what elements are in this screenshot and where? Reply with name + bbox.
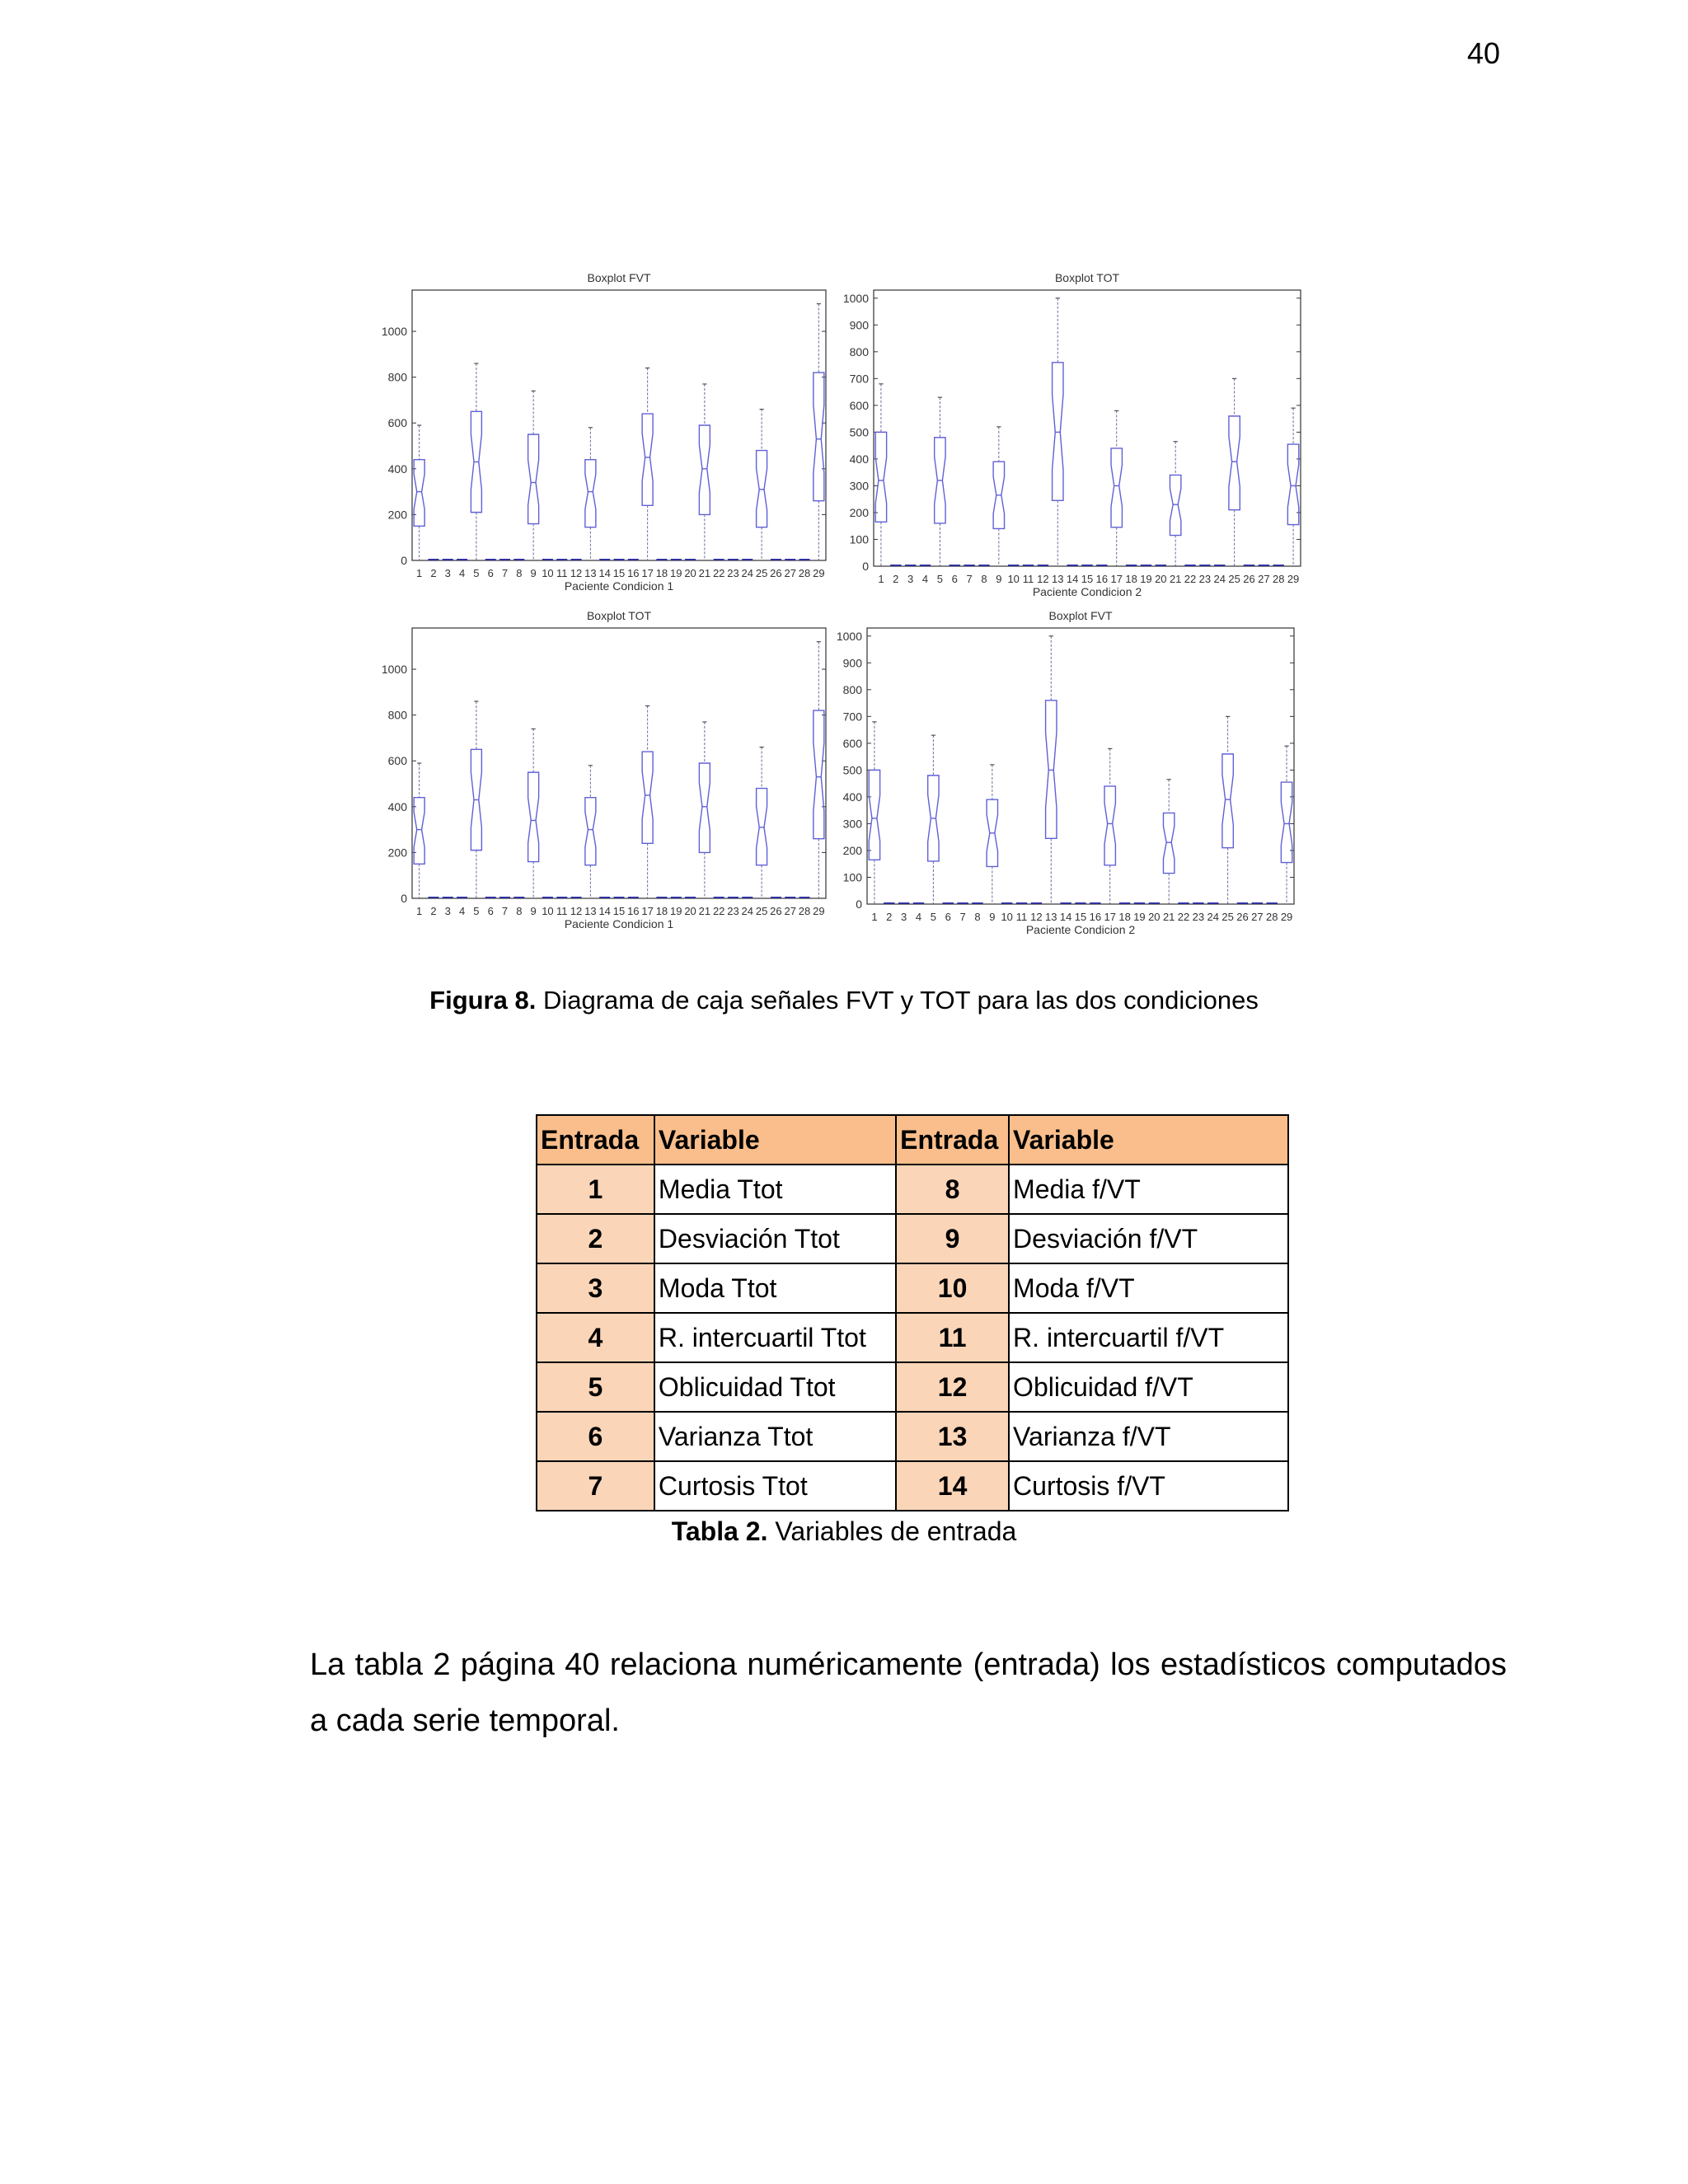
x-tick-label: 14 <box>1059 911 1072 923</box>
notched-box <box>414 798 424 865</box>
x-tick-label: 3 <box>444 905 451 917</box>
x-tick-label: 19 <box>670 567 682 579</box>
chart-title: Boxplot TOT <box>1054 271 1120 284</box>
x-tick-label: 23 <box>1198 573 1212 585</box>
x-tick-label: 14 <box>598 567 611 579</box>
variable-name: Moda f/VT <box>1009 1263 1288 1313</box>
x-tick-label: 17 <box>1110 573 1123 585</box>
boxplot-panel-tot-condicion-2 <box>824 255 1335 614</box>
x-tick-label: 22 <box>1177 911 1190 923</box>
variable-name: Varianza f/VT <box>1009 1412 1288 1461</box>
box-17 <box>642 706 653 898</box>
box-21 <box>1163 780 1174 904</box>
variable-name: Desviación f/VT <box>1009 1214 1288 1263</box>
x-tick-label: 14 <box>598 905 611 917</box>
x-tick-label: 7 <box>501 905 509 917</box>
x-tick-label: 25 <box>755 567 768 579</box>
box-9 <box>987 765 997 904</box>
notched-box <box>528 434 539 523</box>
x-tick-label: 23 <box>727 905 739 917</box>
notched-box <box>1111 448 1122 527</box>
x-axis-label: Paciente Condicion 1 <box>564 579 674 593</box>
x-tick-label: 16 <box>627 567 640 579</box>
x-tick-label: 17 <box>1104 911 1116 923</box>
x-tick-label: 27 <box>784 905 796 917</box>
x-tick-label: 4 <box>458 905 466 917</box>
x-tick-label: 15 <box>1081 573 1094 585</box>
y-tick-label: 1000 <box>381 325 407 339</box>
y-tick-label: 200 <box>387 846 407 860</box>
entry-number: 5 <box>537 1362 654 1412</box>
table-row <box>537 1313 1288 1362</box>
plot-frame <box>867 628 1294 904</box>
x-tick-label: 10 <box>542 905 554 917</box>
entry-number: 6 <box>537 1412 654 1461</box>
x-tick-label: 13 <box>584 905 597 917</box>
x-tick-label: 19 <box>1140 573 1152 585</box>
body-paragraph: La tabla 2 página 40 relaciona numéricamente (entrada) los estadísticos computados a cada serie temporal. <box>310 1647 1507 1738</box>
x-tick-label: 3 <box>901 911 907 923</box>
x-tick-label: 26 <box>1236 911 1249 923</box>
y-tick-label: 900 <box>842 656 862 670</box>
box-17 <box>642 368 653 560</box>
x-tick-label: 18 <box>655 567 668 579</box>
notched-box <box>814 710 824 839</box>
notched-box <box>642 414 653 505</box>
x-tick-label: 19 <box>670 905 682 917</box>
notched-box <box>528 772 539 861</box>
x-tick-label: 15 <box>612 905 626 917</box>
table-row <box>537 1412 1288 1461</box>
page-number: 40 <box>1467 36 1501 70</box>
variable-name: Desviación Ttot <box>654 1214 896 1263</box>
x-tick-label: 16 <box>1095 573 1109 585</box>
x-tick-label: 27 <box>1251 911 1264 923</box>
chart-title: Boxplot FVT <box>587 271 651 284</box>
entry-number: 7 <box>537 1461 654 1511</box>
box-29 <box>814 642 824 898</box>
boxplot-panel-fvt-condicion-1 <box>363 268 841 614</box>
boxplot-fvt-condicion-1-svg <box>363 268 841 614</box>
y-tick-label: 600 <box>387 754 407 768</box>
entry-number: 4 <box>537 1313 654 1362</box>
y-tick-label: 500 <box>842 763 862 777</box>
x-tick-label: 28 <box>1272 573 1285 585</box>
plot-frame <box>412 290 826 560</box>
x-tick-label: 9 <box>530 905 537 917</box>
y-tick-label: 400 <box>387 799 407 813</box>
entry-number: 1 <box>537 1165 654 1214</box>
x-tick-label: 4 <box>915 911 922 923</box>
box-25 <box>757 410 767 560</box>
notched-box <box>699 763 710 852</box>
y-tick-label: 400 <box>387 462 407 476</box>
x-tick-label: 8 <box>516 567 523 579</box>
notched-box <box>1053 363 1063 501</box>
box-17 <box>1104 748 1115 904</box>
y-tick-label: 700 <box>849 372 869 386</box>
x-tick-label: 11 <box>556 567 568 579</box>
x-tick-label: 23 <box>1192 911 1205 923</box>
notched-box <box>1229 416 1240 510</box>
x-tick-label: 9 <box>530 567 537 579</box>
x-tick-label: 27 <box>1258 573 1270 585</box>
entry-number: 3 <box>537 1263 654 1313</box>
table-row <box>537 1165 1288 1214</box>
x-tick-label: 8 <box>516 905 523 917</box>
x-tick-label: 4 <box>458 567 466 579</box>
x-tick-label: 6 <box>951 573 958 585</box>
notched-box <box>585 460 596 527</box>
boxplot-panel-fvt-condicion-2 <box>824 606 1335 952</box>
x-tick-label: 5 <box>930 911 936 923</box>
box-13 <box>585 766 596 898</box>
y-tick-label: 400 <box>849 452 869 466</box>
x-tick-label: 7 <box>959 911 966 923</box>
x-tick-label: 9 <box>996 573 1002 585</box>
x-tick-label: 2 <box>893 573 899 585</box>
notched-box <box>869 770 879 860</box>
table-row <box>537 1362 1288 1412</box>
x-tick-label: 26 <box>770 905 782 917</box>
x-tick-label: 15 <box>612 567 626 579</box>
x-tick-label: 1 <box>871 911 878 923</box>
notched-box <box>1046 701 1057 839</box>
x-tick-label: 29 <box>813 905 825 917</box>
y-tick-label: 500 <box>849 425 869 439</box>
header-entrada-2: Entrada <box>896 1115 1009 1165</box>
x-tick-label: 11 <box>1015 911 1028 923</box>
x-tick-label: 21 <box>698 905 711 917</box>
box-1 <box>414 425 424 560</box>
x-tick-label: 15 <box>1074 911 1087 923</box>
x-tick-label: 29 <box>1287 573 1300 585</box>
x-tick-label: 5 <box>936 573 943 585</box>
table-header-row <box>537 1115 1288 1165</box>
y-tick-label: 800 <box>387 708 407 722</box>
notched-box <box>585 798 596 865</box>
x-tick-label: 21 <box>698 567 711 579</box>
x-tick-label: 9 <box>989 911 996 923</box>
table-caption-label: Tabla 2. <box>671 1516 768 1546</box>
box-5 <box>471 701 481 898</box>
y-tick-label: 200 <box>842 843 862 857</box>
x-tick-label: 20 <box>1155 573 1167 585</box>
y-tick-label: 1000 <box>381 663 407 677</box>
x-tick-label: 12 <box>570 905 583 917</box>
box-9 <box>528 391 539 560</box>
y-tick-label: 800 <box>842 682 862 696</box>
input-variables-table <box>536 1114 1289 1511</box>
y-tick-label: 300 <box>842 817 862 831</box>
box-5 <box>928 735 939 904</box>
y-tick-label: 1000 <box>842 291 869 305</box>
x-tick-label: 26 <box>1243 573 1255 585</box>
x-tick-label: 24 <box>1207 911 1219 923</box>
y-tick-label: 200 <box>387 508 407 522</box>
x-tick-label: 5 <box>473 905 480 917</box>
y-tick-label: 800 <box>387 370 407 384</box>
y-tick-label: 900 <box>849 318 869 332</box>
x-tick-label: 10 <box>542 567 554 579</box>
box-17 <box>1111 410 1122 566</box>
variable-name: Moda Ttot <box>654 1263 896 1313</box>
entry-number: 13 <box>896 1412 1009 1461</box>
table-row <box>537 1461 1288 1511</box>
x-tick-label: 29 <box>813 567 825 579</box>
plot-frame <box>874 290 1301 566</box>
entry-number: 12 <box>896 1362 1009 1412</box>
y-tick-label: 1000 <box>836 629 862 643</box>
table-caption-text: Variables de entrada <box>775 1516 1017 1546</box>
box-21 <box>699 722 710 898</box>
x-tick-label: 2 <box>430 905 437 917</box>
y-tick-label: 200 <box>849 505 869 519</box>
x-tick-label: 24 <box>741 905 754 917</box>
x-tick-label: 22 <box>712 567 725 579</box>
x-axis-label: Paciente Condicion 2 <box>1032 585 1142 598</box>
x-tick-label: 17 <box>641 905 654 917</box>
x-tick-label: 3 <box>444 567 451 579</box>
x-tick-label: 18 <box>655 905 668 917</box>
table-row <box>537 1263 1288 1313</box>
x-tick-label: 24 <box>1213 573 1226 585</box>
x-tick-label: 21 <box>1169 573 1182 585</box>
variable-name: Oblicuidad f/VT <box>1009 1362 1288 1412</box>
notched-box <box>875 432 886 522</box>
x-axis-label: Paciente Condicion 2 <box>1025 923 1136 936</box>
x-axis-label: Paciente Condicion 1 <box>564 917 674 930</box>
box-9 <box>993 427 1004 566</box>
x-tick-label: 14 <box>1066 573 1079 585</box>
x-tick-label: 13 <box>584 567 597 579</box>
plot-frame <box>412 628 826 898</box>
variable-name: R. intercuartil f/VT <box>1009 1313 1288 1362</box>
x-tick-label: 7 <box>966 573 973 585</box>
notched-box <box>1170 475 1180 535</box>
x-tick-label: 6 <box>487 905 494 917</box>
y-tick-label: 0 <box>401 892 407 905</box>
x-tick-label: 13 <box>1052 573 1064 585</box>
notched-box <box>1104 786 1115 865</box>
x-tick-label: 23 <box>727 567 739 579</box>
x-tick-label: 10 <box>1001 911 1013 923</box>
x-tick-label: 1 <box>416 567 423 579</box>
boxplot-fvt-condicion-2-svg <box>824 606 1335 952</box>
table-row <box>537 1214 1288 1263</box>
x-tick-label: 20 <box>1148 911 1160 923</box>
entry-number: 11 <box>896 1313 1009 1362</box>
y-tick-label: 800 <box>849 344 869 359</box>
entry-number: 14 <box>896 1461 1009 1511</box>
x-tick-label: 11 <box>1022 573 1034 585</box>
notched-box <box>1163 813 1174 873</box>
box-5 <box>471 363 481 560</box>
x-tick-label: 28 <box>798 567 811 579</box>
figure-caption <box>0 986 1688 1015</box>
box-5 <box>935 397 945 566</box>
x-tick-label: 28 <box>1265 911 1278 923</box>
y-tick-label: 0 <box>862 560 869 573</box>
entry-number: 9 <box>896 1214 1009 1263</box>
box-1 <box>875 384 886 566</box>
variable-name: Curtosis Ttot <box>654 1461 896 1511</box>
x-tick-label: 1 <box>878 573 884 585</box>
x-tick-label: 25 <box>755 905 768 917</box>
notched-box <box>414 460 424 527</box>
x-tick-label: 12 <box>1030 911 1043 923</box>
notched-box <box>699 425 710 514</box>
y-tick-label: 300 <box>849 479 869 493</box>
y-tick-label: 700 <box>842 710 862 724</box>
box-29 <box>814 304 824 560</box>
x-tick-label: 12 <box>1037 573 1049 585</box>
x-tick-label: 10 <box>1007 573 1020 585</box>
notched-box <box>642 752 653 843</box>
box-13 <box>585 428 596 560</box>
x-tick-label: 19 <box>1133 911 1146 923</box>
y-tick-label: 0 <box>856 898 862 911</box>
box-9 <box>528 729 539 898</box>
x-tick-label: 22 <box>1184 573 1197 585</box>
box-13 <box>1053 298 1063 566</box>
table-caption <box>0 1516 1688 1547</box>
box-21 <box>699 384 710 560</box>
box-25 <box>1222 716 1233 904</box>
x-tick-label: 29 <box>1280 911 1293 923</box>
box-21 <box>1170 442 1180 566</box>
y-tick-label: 100 <box>849 532 869 546</box>
variable-name: R. intercuartil Ttot <box>654 1313 896 1362</box>
entry-number: 2 <box>537 1214 654 1263</box>
x-tick-label: 11 <box>556 905 568 917</box>
box-13 <box>1046 636 1057 904</box>
x-tick-label: 4 <box>921 573 929 585</box>
x-tick-label: 22 <box>712 905 725 917</box>
boxplot-tot-condicion-1-svg <box>363 606 841 952</box>
x-tick-label: 16 <box>1089 911 1102 923</box>
x-tick-label: 6 <box>487 567 494 579</box>
x-tick-label: 20 <box>684 905 696 917</box>
chart-title: Boxplot TOT <box>586 609 652 622</box>
box-1 <box>869 722 879 904</box>
x-tick-label: 18 <box>1125 573 1137 585</box>
y-tick-label: 600 <box>842 736 862 750</box>
entry-number: 8 <box>896 1165 1009 1214</box>
variable-name: Media Ttot <box>654 1165 896 1214</box>
header-variable-2: Variable <box>1009 1115 1288 1165</box>
x-tick-label: 25 <box>1228 573 1240 585</box>
x-tick-label: 24 <box>741 567 754 579</box>
boxplot-panel-tot-condicion-1 <box>363 606 841 952</box>
variable-name: Oblicuidad Ttot <box>654 1362 896 1412</box>
x-tick-label: 25 <box>1221 911 1234 923</box>
x-tick-label: 17 <box>641 567 654 579</box>
x-tick-label: 21 <box>1162 911 1175 923</box>
y-tick-label: 400 <box>842 790 862 804</box>
boxplot-tot-condicion-2-svg <box>824 255 1335 614</box>
x-tick-label: 8 <box>981 573 987 585</box>
x-tick-label: 20 <box>684 567 696 579</box>
header-entrada-1: Entrada <box>537 1115 654 1165</box>
figure-caption-text: Diagrama de caja señales FVT y TOT para las dos condiciones <box>542 986 1259 1015</box>
x-tick-label: 12 <box>570 567 583 579</box>
y-tick-label: 600 <box>849 398 869 412</box>
x-tick-label: 8 <box>974 911 981 923</box>
box-25 <box>757 748 767 898</box>
x-tick-label: 6 <box>945 911 951 923</box>
x-tick-label: 27 <box>784 567 796 579</box>
x-tick-label: 1 <box>416 905 423 917</box>
notched-box <box>1222 754 1233 848</box>
y-tick-label: 600 <box>387 416 407 430</box>
x-tick-label: 2 <box>430 567 437 579</box>
chart-title: Boxplot FVT <box>1048 609 1113 622</box>
x-tick-label: 16 <box>627 905 640 917</box>
x-tick-label: 3 <box>907 573 914 585</box>
y-tick-label: 100 <box>842 870 862 884</box>
box-25 <box>1229 378 1240 566</box>
variable-name: Media f/VT <box>1009 1165 1288 1214</box>
x-tick-label: 26 <box>770 567 782 579</box>
x-tick-label: 2 <box>886 911 893 923</box>
box-1 <box>414 763 424 898</box>
variable-name: Curtosis f/VT <box>1009 1461 1288 1511</box>
x-tick-label: 18 <box>1118 911 1131 923</box>
x-tick-label: 28 <box>798 905 811 917</box>
x-tick-label: 5 <box>473 567 480 579</box>
x-tick-label: 7 <box>501 567 509 579</box>
figure-caption-label: Figura 8. <box>429 986 537 1015</box>
entry-number: 10 <box>896 1263 1009 1313</box>
notched-box <box>814 373 824 501</box>
x-tick-label: 13 <box>1045 911 1057 923</box>
y-tick-label: 0 <box>401 554 407 567</box>
header-variable-1: Variable <box>654 1115 896 1165</box>
variable-name: Varianza Ttot <box>654 1412 896 1461</box>
